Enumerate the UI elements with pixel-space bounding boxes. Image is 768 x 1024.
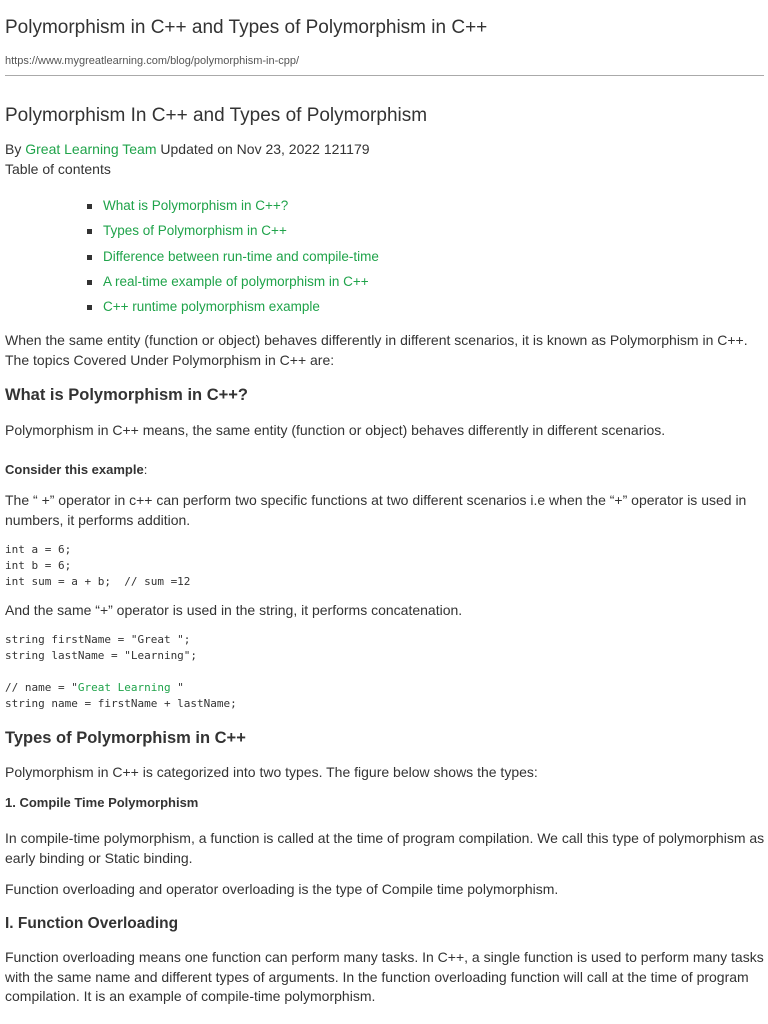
consider-example-line [5,460,765,480]
subheading-compile-time: 1. Compile Time Polymorphism [5,795,199,810]
compile-time-paragraph: In compile-time polymorphism, a function is called at the time of program compilation. We call this type of polymorphism as early binding or Static binding. [5,830,765,866]
code-line: int sum = a + b; // sum =12 [5,574,191,588]
section-heading-what-is: What is Polymorphism in C++? [5,386,248,404]
code-line [5,680,237,696]
code-line: int a = 6; [5,543,72,556]
code-link[interactable]: Great Learning [77,681,171,694]
toc-label: Table of contents [5,161,111,177]
code-block-addition [5,542,190,589]
consider-colon: : [143,462,148,477]
overloading-types-paragraph: Function overloading and operator overloading is the type of Compile time polymorphism. [5,881,559,897]
byline-prefix: By [5,141,26,157]
author-link[interactable]: Great Learning Team [25,141,157,157]
toc-link[interactable]: C++ runtime polymorphism example [87,297,379,322]
article-title: Polymorphism In C++ and Types of Polymorphism [5,105,428,126]
code-comment-suffix: " [170,681,184,694]
code-line: int b = 6; [5,558,72,572]
toc-link[interactable]: Types of Polymorphism in C++ [87,221,379,246]
concatenation-paragraph: And the same “+” operator is used in the string, it performs concatenation. [5,602,463,618]
subheading-function-overloading: I. Function Overloading [5,915,179,932]
header-divider [5,75,764,76]
function-overloading-paragraph: Function overloading means one function can perform many tasks. In C++, a single function is used to perform many tasks with the same name and different types of arguments. In the function overloading function will call at the time of program compilation. It is an example of compile-time polymorphism. [5,949,764,1004]
code-line: string firstName = "Great "; [5,633,191,646]
consider-example-bold: Consider this example [5,462,144,477]
code-line: string lastName = "Learning"; [5,648,198,662]
code-block-name [5,680,237,712]
intro-paragraph: When the same entity (function or object) behaves differently in different scenarios, it is known as Polymorphism in C++. The topics Covered Under Polymorphism in C++ are: [5,332,748,368]
document-url[interactable]: https://www.mygreatlearning.com/blog/polymorphism-in-cpp/ [5,55,300,67]
code-block-strings [5,632,197,664]
updated-date: Updated on Nov 23, 2022 121179 [156,141,370,157]
definition-paragraph: Polymorphism in C++ means, the same entity (function or object) behaves differently in different scenarios. [5,422,666,438]
byline [5,141,370,157]
code-line: string name = firstName + lastName; [5,696,237,710]
toc-link[interactable]: Difference between run-time and compile-time [87,247,379,272]
document-title: Polymorphism in C++ and Types of Polymorphism in C++ [5,17,488,38]
toc-link[interactable]: A real-time example of polymorphism in C++ [87,272,379,297]
table-of-contents [87,196,379,322]
code-comment-prefix: // name = " [5,681,78,694]
toc-link[interactable]: What is Polymorphism in C++? [87,196,379,221]
operator-paragraph: The “ +” operator in c++ can perform two specific functions at two different scenarios i.e when the “+” operator is used in numbers, it performs addition. [5,492,747,528]
section-heading-types: Types of Polymorphism in C++ [5,729,246,747]
types-paragraph: Polymorphism in C++ is categorized into two types. The figure below shows the types: [5,764,538,780]
